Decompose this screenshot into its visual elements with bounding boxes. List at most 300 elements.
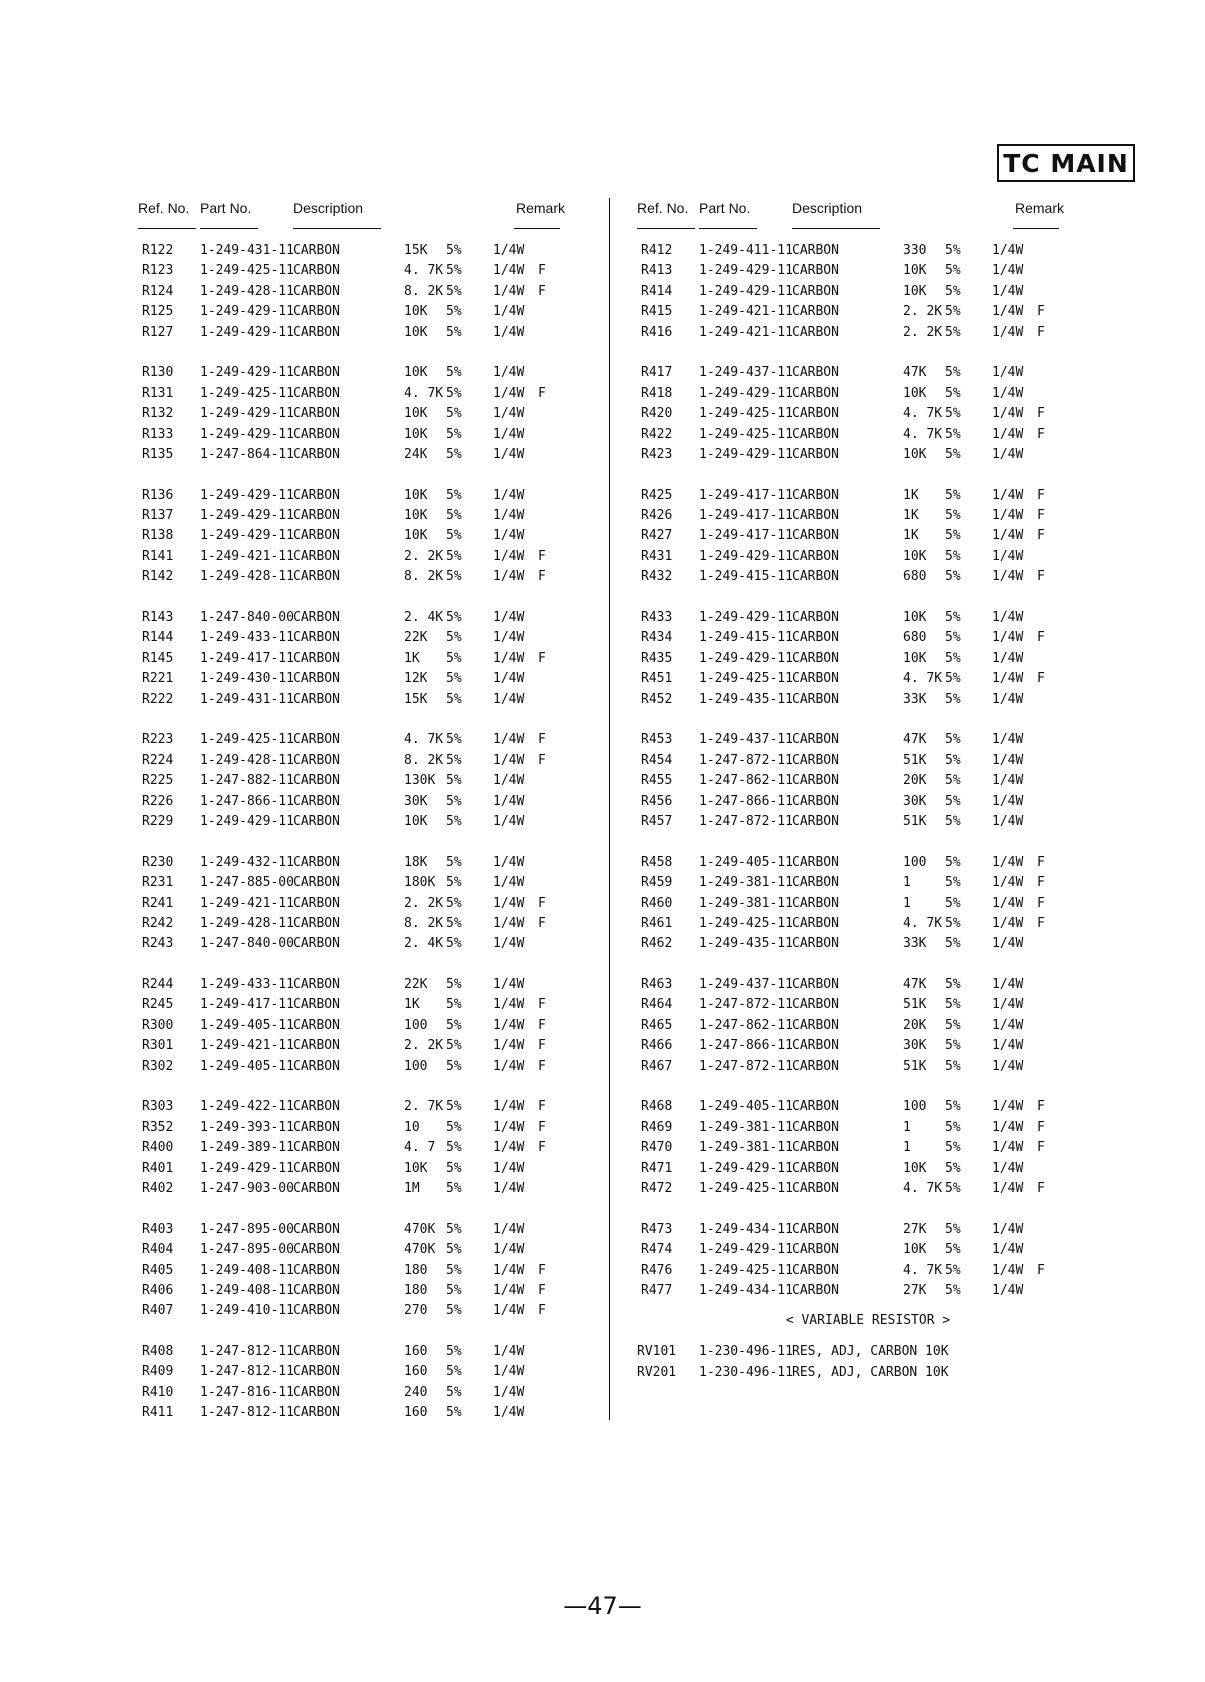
cell-description: CARBON [792, 671, 839, 687]
table-row [138, 445, 600, 465]
cell-part-no: 1-249-381-11 [699, 1119, 793, 1135]
cell-part-no: 1-249-428-11 [200, 283, 294, 299]
cell-description: CARBON [293, 630, 340, 646]
cell-rating: 1/4W [493, 324, 525, 340]
table-row [138, 894, 600, 914]
cell-tolerance: 5% [945, 793, 961, 809]
cell-ref-no: R141 [142, 548, 174, 564]
table-row [637, 1057, 1099, 1077]
table-row [138, 1403, 600, 1423]
cell-value: 30K [404, 793, 428, 809]
cell-ref-no: R143 [142, 610, 174, 626]
cell-tolerance: 5% [945, 569, 961, 585]
header-desc: Description [792, 200, 863, 216]
cell-rating: 1/4W [493, 813, 525, 829]
cell-ref-no: R138 [142, 528, 174, 544]
table-row [138, 975, 600, 995]
cell-description: CARBON [792, 385, 839, 401]
cell-tolerance: 5% [446, 508, 462, 524]
cell-tolerance: 5% [446, 936, 462, 952]
cell-tolerance: 5% [446, 1384, 462, 1400]
group-spacer [138, 588, 600, 608]
cell-description: CARBON [792, 610, 839, 626]
group-spacer [637, 343, 1099, 363]
cell-ref-no: R222 [142, 691, 174, 707]
cell-value: 24K [404, 446, 428, 462]
cell-tolerance: 5% [446, 895, 462, 911]
cell-part-no: 1-249-429-11 [200, 528, 294, 544]
cell-tolerance: 5% [446, 854, 462, 870]
cell-value: 10K [903, 263, 927, 279]
cell-value: 1K [903, 487, 919, 503]
cell-description: CARBON [792, 365, 839, 381]
cell-tolerance: 5% [945, 1242, 961, 1258]
cell-value: 330 [903, 243, 927, 258]
cell-ref-no: R433 [641, 610, 673, 626]
cell-part-no: 1-249-417-11 [699, 508, 793, 524]
cell-part-no: 1-249-425-11 [699, 426, 793, 442]
cell-tolerance: 5% [446, 365, 462, 381]
cell-part-no: 1-249-417-11 [699, 487, 793, 503]
cell-ref-no: R465 [641, 1017, 673, 1033]
table-row [637, 302, 1099, 322]
cell-part-no: 1-249-429-11 [200, 406, 294, 422]
cell-description: CARBON [792, 793, 839, 809]
cell-tolerance: 5% [446, 304, 462, 320]
cell-part-no: 1-249-425-11 [699, 1180, 793, 1196]
cell-value: 10K [404, 406, 428, 422]
cell-remark: F [1037, 1180, 1045, 1196]
cell-value: 10K [404, 365, 428, 381]
cell-value: 30K [903, 793, 927, 809]
cell-ref-no: R417 [641, 365, 673, 381]
header-underline [792, 228, 880, 229]
cell-description: CARBON [293, 650, 340, 666]
cell-part-no: 1-247-882-11 [200, 773, 294, 789]
cell-rating: 1/4W [992, 304, 1024, 320]
table-row [637, 567, 1099, 587]
cell-description: CARBON [293, 1140, 340, 1156]
cell-remark: F [538, 997, 546, 1013]
cell-part-no: 1-247-872-11 [699, 1058, 793, 1074]
cell-value: 10K [404, 508, 428, 524]
cell-value: 10K [903, 650, 927, 666]
cell-description: CARBON [792, 324, 839, 340]
cell-tolerance: 5% [945, 426, 961, 442]
table-row [138, 690, 600, 710]
table-row [637, 730, 1099, 750]
cell-ref-no: R455 [641, 773, 673, 789]
cell-tolerance: 5% [446, 426, 462, 442]
cell-ref-no: R244 [142, 977, 174, 993]
cell-description: CARBON [293, 406, 340, 422]
cell-tolerance: 5% [945, 1058, 961, 1074]
table-row [138, 1118, 600, 1138]
table-row [138, 751, 600, 771]
table-row [637, 1240, 1099, 1260]
cell-tolerance: 5% [945, 610, 961, 626]
cell-remark: F [538, 1038, 546, 1054]
cell-value: 22K [404, 630, 428, 646]
cell-ref-no: R130 [142, 365, 174, 381]
table-row [637, 506, 1099, 526]
table-row [637, 282, 1099, 302]
cell-ref-no: R303 [142, 1099, 174, 1115]
parts-list [138, 241, 600, 1424]
cell-description: CARBON [792, 243, 839, 258]
cell-ref-no: R426 [641, 508, 673, 524]
cell-description: CARBON [293, 1282, 340, 1298]
cell-rating: 1/4W [992, 528, 1024, 544]
cell-tolerance: 5% [945, 691, 961, 707]
cell-ref-no: R470 [641, 1140, 673, 1156]
cell-tolerance: 5% [945, 1282, 961, 1298]
cell-part-no: 1-249-425-11 [699, 671, 793, 687]
cell-description: CARBON [792, 548, 839, 564]
cell-value: 15K [404, 691, 428, 707]
table-row [138, 934, 600, 954]
cell-description: CARBON [792, 936, 839, 952]
cell-part-no: 1-249-389-11 [200, 1140, 294, 1156]
header-ref: Ref. No. [138, 200, 190, 216]
cell-tolerance: 5% [945, 1038, 961, 1054]
group-spacer [138, 1077, 600, 1097]
group-spacer [637, 832, 1099, 852]
cell-part-no: 1-249-415-11 [699, 630, 793, 646]
cell-ref-no: R241 [142, 895, 174, 911]
table-row [637, 384, 1099, 404]
header-underline [1013, 228, 1059, 229]
cell-description: CARBON [293, 1058, 340, 1074]
cell-ref-no: R402 [142, 1180, 174, 1196]
cell-rating: 1/4W [992, 487, 1024, 503]
cell-part-no: 1-247-840-00 [200, 610, 294, 626]
cell-ref-no: R242 [142, 915, 174, 931]
cell-description: CARBON [792, 1160, 839, 1176]
cell-part-no: 1-249-417-11 [200, 997, 294, 1013]
cell-value: 10K [903, 446, 927, 462]
cell-tolerance: 5% [446, 385, 462, 401]
cell-value: 1 [903, 895, 911, 911]
table-row [637, 323, 1099, 343]
cell-ref-no: R137 [142, 508, 174, 524]
cell-part-no: 1-249-425-11 [699, 1262, 793, 1278]
cell-ref-no: R409 [142, 1364, 174, 1380]
cell-value: 1 [903, 1119, 911, 1135]
cell-part-no: 1-249-429-11 [200, 508, 294, 524]
cell-part-no: 1-249-429-11 [699, 385, 793, 401]
cell-part-no: 1-249-429-11 [699, 548, 793, 564]
left-column [138, 198, 600, 1424]
cell-tolerance: 5% [945, 630, 961, 646]
cell-rating: 1/4W [493, 1017, 525, 1033]
cell-part-no: 1-249-425-11 [699, 915, 793, 931]
cell-rating: 1/4W [992, 508, 1024, 524]
cell-ref-no: R457 [641, 813, 673, 829]
cell-rating: 1/4W [992, 1242, 1024, 1258]
cell-tolerance: 5% [446, 1364, 462, 1380]
cell-tolerance: 5% [945, 671, 961, 687]
cell-part-no: 1-247-872-11 [699, 813, 793, 829]
group-spacer [637, 588, 1099, 608]
cell-tolerance: 5% [945, 548, 961, 564]
cell-description: CARBON [293, 915, 340, 931]
column-header [637, 198, 1099, 230]
cell-rating: 1/4W [992, 854, 1024, 870]
cell-rating: 1/4W [992, 793, 1024, 809]
cell-ref-no: R476 [641, 1262, 673, 1278]
cell-tolerance: 5% [446, 691, 462, 707]
cell-rating: 1/4W [493, 304, 525, 320]
table-row [138, 384, 600, 404]
cell-value: 10 [404, 1119, 420, 1135]
cell-part-no: 1-249-421-11 [699, 304, 793, 320]
cell-value: 10K [404, 324, 428, 340]
table-row [138, 1383, 600, 1403]
cell-rating: 1/4W [493, 548, 525, 564]
cell-part-no: 1-247-864-11 [200, 446, 294, 462]
cell-rating: 1/4W [493, 630, 525, 646]
table-row [637, 526, 1099, 546]
cell-part-no: 1-249-430-11 [200, 671, 294, 687]
cell-ref-no: R414 [641, 283, 673, 299]
cell-tolerance: 5% [945, 1099, 961, 1115]
cell-ref-no: R415 [641, 304, 673, 320]
table-row [637, 1118, 1099, 1138]
cell-rating: 1/4W [493, 1262, 525, 1278]
cell-remark: F [538, 1058, 546, 1074]
cell-ref-no: R474 [641, 1242, 673, 1258]
cell-value: 4. 7K [903, 426, 943, 442]
cell-value: 2. 2K [404, 1038, 444, 1054]
cell-part-no: 1-249-408-11 [200, 1262, 294, 1278]
cell-description: CARBON [792, 1058, 839, 1074]
cell-rating: 1/4W [992, 813, 1024, 829]
group-spacer [637, 1199, 1099, 1219]
cell-ref-no: R301 [142, 1038, 174, 1054]
cell-rating: 1/4W [493, 1160, 525, 1176]
cell-part-no: 1-249-405-11 [699, 1099, 793, 1115]
cell-rating: 1/4W [992, 446, 1024, 462]
cell-ref-no: R412 [641, 243, 673, 258]
cell-description: CARBON [792, 630, 839, 646]
cell-value: 4. 7K [903, 1180, 943, 1196]
cell-tolerance: 5% [945, 487, 961, 503]
cell-rating: 1/4W [493, 732, 525, 748]
cell-rating: 1/4W [992, 1140, 1024, 1156]
cell-tolerance: 5% [945, 365, 961, 381]
cell-part-no: 1-249-405-11 [200, 1017, 294, 1033]
cell-rating: 1/4W [992, 1119, 1024, 1135]
cell-remark: F [538, 1119, 546, 1135]
cell-rating: 1/4W [493, 936, 525, 952]
header-underline [637, 228, 695, 229]
cell-part-no: 1-249-432-11 [200, 854, 294, 870]
table-row [138, 547, 600, 567]
cell-remark: F [1037, 426, 1045, 442]
cell-part-no: 1-249-429-11 [200, 304, 294, 320]
cell-ref-no: R420 [641, 406, 673, 422]
cell-value: 1 [903, 875, 911, 891]
cell-tolerance: 5% [945, 997, 961, 1013]
table-row [138, 526, 600, 546]
cell-value: 1M [404, 1180, 420, 1196]
cell-rating: 1/4W [493, 650, 525, 666]
cell-part-no: 1-249-411-11 [699, 243, 793, 258]
cell-value: 33K [903, 936, 927, 952]
cell-value: 100 [903, 854, 927, 870]
cell-ref-no: R461 [641, 915, 673, 931]
cell-rating: 1/4W [493, 569, 525, 585]
cell-rating: 1/4W [992, 569, 1024, 585]
cell-rating: 1/4W [992, 406, 1024, 422]
cell-description: CARBON [293, 773, 340, 789]
cell-ref-no: R407 [142, 1303, 174, 1319]
cell-part-no: 1-249-429-11 [699, 263, 793, 279]
cell-remark: F [538, 1262, 546, 1278]
cell-part-no: 1-249-422-11 [200, 1099, 294, 1115]
cell-part-no: 1-249-421-11 [200, 548, 294, 564]
cell-rating: 1/4W [493, 1405, 525, 1421]
cell-ref-no: R132 [142, 406, 174, 422]
cell-ref-no: R229 [142, 813, 174, 829]
cell-part-no: 1-249-429-11 [200, 426, 294, 442]
cell-part-no: 1-249-429-11 [200, 1160, 294, 1176]
cell-description: CARBON [792, 1099, 839, 1115]
cell-tolerance: 5% [446, 1140, 462, 1156]
cell-description: CARBON [293, 671, 340, 687]
table-row [138, 363, 600, 383]
cell-ref-no: R352 [142, 1119, 174, 1135]
cell-rating: 1/4W [493, 1364, 525, 1380]
cell-part-no: 1-249-421-11 [200, 895, 294, 911]
cell-tolerance: 5% [446, 1303, 462, 1319]
cell-description: CARBON [293, 243, 340, 258]
table-row [138, 1240, 600, 1260]
cell-tolerance: 5% [446, 732, 462, 748]
cell-description: CARBON [293, 528, 340, 544]
cell-remark: F [1037, 1140, 1045, 1156]
cell-rating: 1/4W [493, 1282, 525, 1298]
cell-part-no: 1-249-425-11 [699, 406, 793, 422]
cell-description: CARBON [792, 1140, 839, 1156]
cell-part-no: 1-249-435-11 [699, 936, 793, 952]
cell-value: 160 [404, 1405, 428, 1421]
cell-tolerance: 5% [945, 528, 961, 544]
cell-part-no: 1-249-431-11 [200, 243, 294, 258]
header-underline [293, 228, 381, 229]
cell-rating: 1/4W [493, 793, 525, 809]
table-row [138, 425, 600, 445]
cell-part-no: 1-249-429-11 [699, 283, 793, 299]
cell-value: 8. 2K [404, 569, 444, 585]
cell-value: 20K [903, 1017, 927, 1033]
cell-description: CARBON [293, 1242, 340, 1258]
cell-remark: F [1037, 1262, 1045, 1278]
column-header [138, 198, 600, 230]
cell-tolerance: 5% [446, 773, 462, 789]
cell-tolerance: 5% [945, 650, 961, 666]
cell-value: 22K [404, 977, 428, 993]
cell-ref-no: RV101 [637, 1344, 677, 1360]
table-row [138, 1281, 600, 1301]
group-spacer [637, 1077, 1099, 1097]
cell-description: CARBON [293, 875, 340, 891]
cell-value: 8. 2K [404, 283, 444, 299]
cell-rating: 1/4W [992, 324, 1024, 340]
cell-tolerance: 5% [446, 1119, 462, 1135]
cell-remark: F [538, 548, 546, 564]
table-row [637, 628, 1099, 648]
table-row [637, 241, 1099, 261]
cell-description: CARBON [792, 1262, 839, 1278]
cell-rating: 1/4W [493, 1303, 525, 1319]
cell-rating: 1/4W [992, 691, 1024, 707]
cell-part-no: 1-247-812-11 [200, 1344, 294, 1360]
parts-list [637, 1342, 1099, 1383]
cell-tolerance: 5% [945, 406, 961, 422]
cell-value: 2. 2K [903, 304, 943, 320]
table-row [637, 995, 1099, 1015]
header-desc: Description [293, 200, 364, 216]
cell-ref-no: R464 [641, 997, 673, 1013]
cell-rating: 1/4W [493, 528, 525, 544]
cell-description: CARBON [792, 915, 839, 931]
cell-tolerance: 5% [945, 324, 961, 340]
cell-tolerance: 5% [446, 977, 462, 993]
table-row [637, 1036, 1099, 1056]
table-row [138, 1179, 600, 1199]
cell-rating: 1/4W [992, 365, 1024, 381]
table-row [637, 608, 1099, 628]
cell-description: CARBON [792, 732, 839, 748]
cell-ref-no: R401 [142, 1160, 174, 1176]
cell-ref-no: R477 [641, 1282, 673, 1298]
cell-remark: F [1037, 406, 1045, 422]
cell-rating: 1/4W [493, 875, 525, 891]
table-row [637, 547, 1099, 567]
cell-description: CARBON [792, 752, 839, 768]
cell-remark: F [538, 385, 546, 401]
cell-rating: 1/4W [493, 671, 525, 687]
cell-value: 10K [404, 1160, 428, 1176]
cell-description: CARBON [792, 773, 839, 789]
cell-description: CARBON [293, 997, 340, 1013]
cell-ref-no: R400 [142, 1140, 174, 1156]
cell-description: CARBON [792, 508, 839, 524]
cell-ref-no: R230 [142, 854, 174, 870]
cell-description: CARBON [792, 1242, 839, 1258]
cell-rating: 1/4W [992, 548, 1024, 564]
cell-value: 2. 2K [404, 548, 444, 564]
cell-part-no: 1-247-816-11 [200, 1384, 294, 1400]
cell-tolerance: 5% [446, 671, 462, 687]
cell-value: 20K [903, 773, 927, 789]
cell-description: CARBON [792, 854, 839, 870]
cell-ref-no: R300 [142, 1017, 174, 1033]
table-row [138, 567, 600, 587]
cell-rating: 1/4W [493, 446, 525, 462]
table-row [637, 771, 1099, 791]
table-row [637, 1261, 1099, 1281]
cell-tolerance: 5% [945, 1180, 961, 1196]
cell-value: 10K [903, 610, 927, 626]
cell-ref-no: R124 [142, 283, 174, 299]
cell-value: 4. 7K [903, 1262, 943, 1278]
header-part: Part No. [699, 200, 751, 216]
cell-rating: 1/4W [493, 406, 525, 422]
cell-ref-no: R406 [142, 1282, 174, 1298]
